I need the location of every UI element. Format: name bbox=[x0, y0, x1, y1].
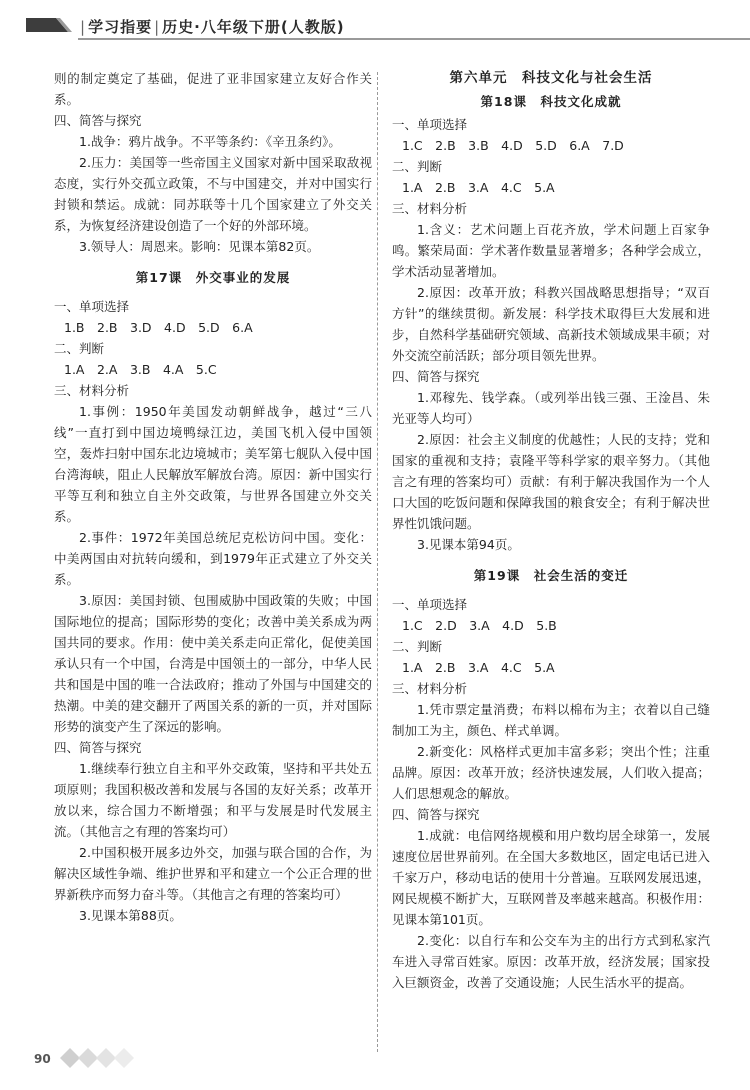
section-heading: 二、判断 bbox=[392, 639, 443, 654]
answer-key-line: 1.A 2.B 3.A 4.C 5.A bbox=[402, 180, 555, 195]
answer-paragraph: 2.中国积极开展多边外交，加强与联合国的合作，为解决区域性争端、维护世界和平和建立一个公正合理的世界新秩序而努力奋斗等。（其他言之有理的答案均可） bbox=[54, 845, 372, 902]
section-heading: 一、单项选择 bbox=[392, 117, 468, 132]
answer-paragraph: 2.原因：社会主义制度的优越性；人民的支持；党和国家的重视和支持；袁隆平等科学家的艰辛努力。（其他言之有理的答案均可）贡献：有利于解决我国作为一个人口大国的吃饭问题和保障我国的粮食安全；有利于解决世界性饥饿问题。 bbox=[392, 432, 710, 531]
answer-key-line: 1.A 2.A 3.B 4.A 5.C bbox=[64, 362, 217, 377]
answer-key-line: 1.B 2.B 3.D 4.D 5.D 6.A bbox=[64, 320, 253, 335]
section-heading: 二、判断 bbox=[54, 341, 105, 356]
running-head: | 学习指要 | 历史·八年级下册(人教版) bbox=[80, 18, 345, 36]
book-series-title: 学习指要 bbox=[88, 18, 153, 36]
section-heading: 四、简答与探究 bbox=[392, 369, 480, 384]
left-column bbox=[54, 68, 372, 926]
book-subtitle: 历史·八年级下册(人教版) bbox=[162, 18, 345, 36]
answer-key-line: 1.A 2.B 3.A 4.C 5.A bbox=[402, 660, 555, 675]
section-heading: 四、简答与探究 bbox=[54, 740, 142, 755]
answer-paragraph: 2.原因：改革开放；科教兴国战略思想指导；“双百方针”的继续贯彻。新发展：科学技术取得巨大发展和进步，自然科学基础研究领域、高新技术领域成果丰硕；对外交流空前活跃；部分项目领先世界。 bbox=[392, 285, 710, 363]
lesson-title: 第18课 科技文化成就 bbox=[480, 94, 622, 109]
answer-key-line: 1.C 2.B 3.B 4.D 5.D 6.A 7.D bbox=[402, 138, 624, 153]
answer-paragraph: 1.事例：1950年美国发动朝鲜战争，越过“三八线”一直打到中国边境鸭绿江边，美国飞机入侵中国领空，轰炸扫射中国东北边境城市；美军第七舰队入侵中国台湾海峡，阻止人民解放军解放台湾。原因：新中国实行平等互利和独立自主外交政策，与世界各国建立外交关系。 bbox=[54, 404, 372, 524]
header-tab-icon bbox=[26, 18, 72, 32]
page-number: 90 bbox=[34, 1052, 51, 1066]
section-heading: 二、判断 bbox=[392, 159, 443, 174]
answer-paragraph: 2.新变化：风格样式更加丰富多彩；突出个性；注重品牌。原因：改革开放；经济快速发展，人们收入提高；人们思想观念的解放。 bbox=[392, 744, 710, 801]
answer-paragraph: 3.原因：美国封锁、包围威胁中国政策的失败；中国国际地位的提高；国际形势的变化；改善中美关系成为两国共同的要求。作用：使中美关系走向正常化，促使美国承认只有一个中国，台湾是中国领土的一部分，中华人民共和国是中国的唯一合法政府；推动了外国与中国建交的热潮。中美的建交翻开了两国关系的新的一页，并对国际形势的演变产生了深远的影响。 bbox=[54, 593, 372, 734]
answer-paragraph: 1.战争：鸦片战争。不平等条约：《辛丑条约》。 bbox=[79, 134, 341, 149]
answer-paragraph: 3.见课本第88页。 bbox=[79, 908, 182, 923]
section-heading: 三、材料分析 bbox=[392, 201, 468, 216]
section-heading: 三、材料分析 bbox=[392, 681, 468, 696]
answer-paragraph: 1.含义：艺术问题上百花齐放，学术问题上百家争鸣。繁荣局面：学术著作数量显著增多；各种学会成立，学术活动显著增加。 bbox=[392, 222, 710, 279]
answer-key-line: 1.C 2.D 3.A 4.D 5.B bbox=[402, 618, 557, 633]
answer-paragraph: 则的制定奠定了基础，促进了亚非国家建立友好合作关系。 bbox=[54, 71, 372, 107]
answer-paragraph: 1.成就：电信网络规模和用户数均居全球第一，发展速度位居世界前列。在全国大多数地区，固定电话已进入千家万户，移动电话的使用十分普遍。互联网发展迅速，网民规模不断扩大，互联网普及率越来越高。积极作用：见课本第101页。 bbox=[392, 828, 710, 927]
answer-paragraph: 1.邓稼先、钱学森。（或列举出钱三强、王淦昌、朱光亚等人均可） bbox=[392, 390, 710, 426]
section-heading: 一、单项选择 bbox=[392, 597, 468, 612]
answer-paragraph: 2.变化：以自行车和公交车为主的出行方式到私家汽车进入寻常百姓家。原因：改革开放，经济发展；国家投入巨额资金，改善了交通设施；人民生活水平的提高。 bbox=[392, 933, 710, 990]
answer-paragraph: 2.事件：1972年美国总统尼克松访问中国。变化：中美两国由对抗转向缓和，到1979年正式建立了外交关系。 bbox=[54, 530, 372, 587]
answer-paragraph: 1.继续奉行独立自主和平外交政策，坚持和平共处五项原则；我国积极改善和发展与各国的友好关系；改革开放以来，综合国力不断增强；和平与发展是时代发展主流。（其他言之有理的答案均可） bbox=[54, 761, 372, 839]
page-header bbox=[0, 0, 750, 46]
lesson-title: 第19课 社会生活的变迁 bbox=[473, 568, 629, 583]
unit-title: 第六单元 科技文化与社会生活 bbox=[449, 70, 653, 86]
section-heading: 四、简答与探究 bbox=[392, 807, 480, 822]
answer-paragraph: 2.压力：美国等一些帝国主义国家对新中国采取敌视态度，实行外交孤立政策，不与中国建交，并对中国实行封锁和禁运。成就：同苏联等十几个国家建立了外交关系，为恢复经济建设创造了一个好的外部环境。 bbox=[54, 155, 372, 233]
section-heading: 一、单项选择 bbox=[54, 299, 130, 314]
lesson-title: 第17课 外交事业的发展 bbox=[135, 270, 291, 285]
section-heading: 三、材料分析 bbox=[54, 383, 130, 398]
answer-paragraph: 1.凭市票定量消费；布料以棉布为主；衣着以自己缝制加工为主，颜色、样式单调。 bbox=[392, 702, 710, 738]
right-column bbox=[392, 68, 710, 993]
column-divider bbox=[377, 72, 378, 1052]
header-rule bbox=[78, 38, 750, 40]
answer-paragraph: 3.领导人：周恩来。影响：见课本第82页。 bbox=[79, 239, 320, 254]
section-heading: 四、简答与探究 bbox=[54, 113, 142, 128]
footer-diamond-icon bbox=[58, 1046, 148, 1070]
answer-paragraph: 3.见课本第94页。 bbox=[417, 537, 520, 552]
